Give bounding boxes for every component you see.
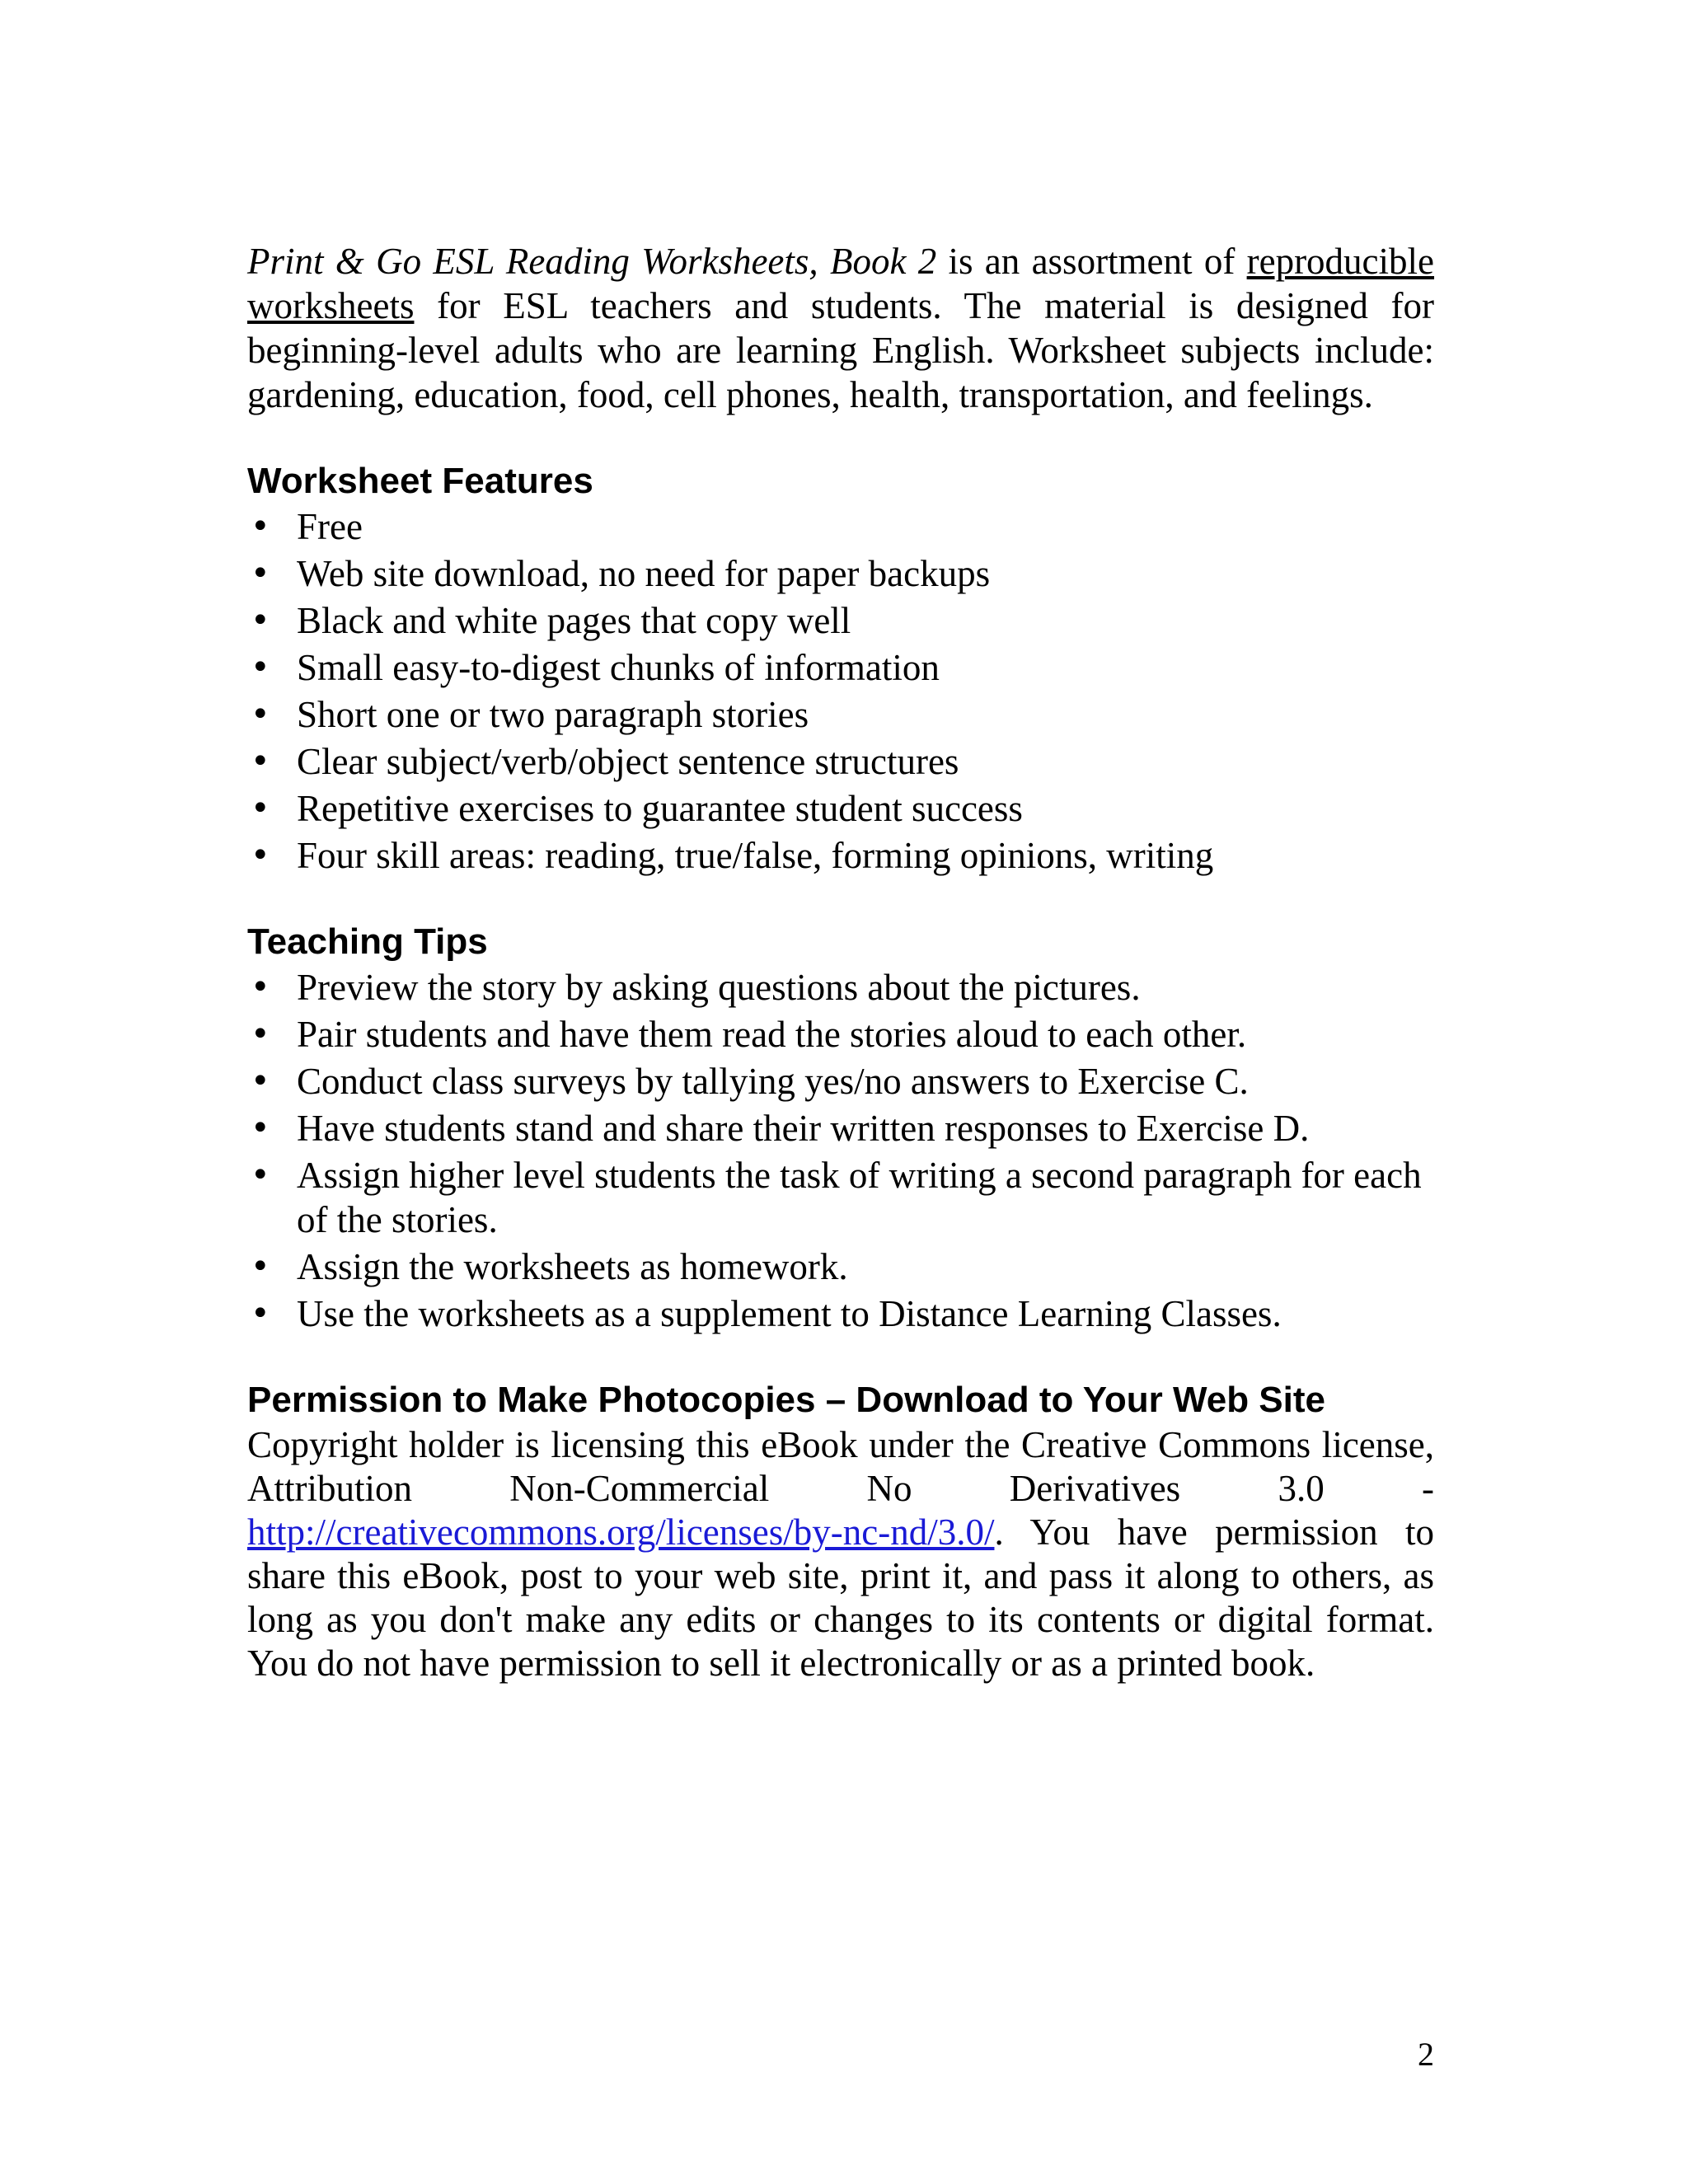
tip-item: • Preview the story by asking questions about the pictures. — [247, 965, 1434, 1010]
feature-item: • Clear subject/verb/object sentence structures — [247, 739, 1434, 784]
feature-item: • Four skill areas: reading, true/false, forming opinions, writing — [247, 833, 1434, 878]
tips-list — [247, 965, 1434, 1336]
permission-paragraph — [247, 1423, 1434, 1685]
permission-heading: Permission to Make Photocopies – Download to Your Web Site — [247, 1380, 1325, 1420]
tip-item: • Assign higher level students the task of writing a second paragraph for each of the stories. — [247, 1153, 1434, 1242]
tip-item: • Conduct class surveys by tallying yes/no answers to Exercise C. — [247, 1059, 1434, 1104]
reproducible-underlined: reproducible — [1246, 241, 1435, 282]
feature-item: • Free — [247, 504, 1434, 549]
feature-item: • Black and white pages that copy well — [247, 598, 1434, 643]
tip-item: • Have students stand and share their written responses to Exercise D. — [247, 1106, 1434, 1151]
tip-item: • Use the worksheets as a supplement to Distance Learning Classes. — [247, 1291, 1434, 1336]
permission-text-2: . You have permission to share this eBook, post to your web site, print it, and pass it along to others, as long as you don't make any edits or changes to its contents or digital format. You do not have permission to sell it electronically or as a printed book. — [247, 1511, 1434, 1684]
features-heading: Worksheet Features — [247, 461, 593, 501]
intro-text-2: for ESL teachers and students. The material is designed for beginning-level adults who are learning English. Worksheet subjects include: gardening, education, food, cell phones, health, transportation, and feelings. — [247, 285, 1434, 415]
permission-text-1: Copyright holder is licensing this eBook under the Creative Commons license, Attribution Non-Commercial No Derivatives 3.0 - — [247, 1424, 1434, 1509]
worksheets-underlined: worksheets — [247, 285, 415, 326]
feature-item: • Small easy-to-digest chunks of information — [247, 645, 1434, 690]
tip-item: • Pair students and have them read the stories aloud to each other. — [247, 1012, 1434, 1057]
feature-item: • Web site download, no need for paper backups — [247, 551, 1434, 596]
feature-item: • Repetitive exercises to guarantee student success — [247, 786, 1434, 831]
page-number: 2 — [1418, 2036, 1434, 2073]
tip-item: • Assign the worksheets as homework. — [247, 1244, 1434, 1289]
tips-heading: Teaching Tips — [247, 921, 488, 962]
intro-paragraph — [247, 239, 1434, 417]
book-title: Print & Go ESL Reading Worksheets, Book 2 — [247, 241, 937, 282]
document-body — [247, 239, 1434, 1685]
license-link[interactable]: http://creativecommons.org/licenses/by-nc-nd/3.0/ — [247, 1511, 995, 1553]
intro-text-1: is an assortment of — [936, 241, 1247, 282]
features-list — [247, 504, 1434, 878]
feature-item: • Short one or two paragraph stories — [247, 692, 1434, 737]
